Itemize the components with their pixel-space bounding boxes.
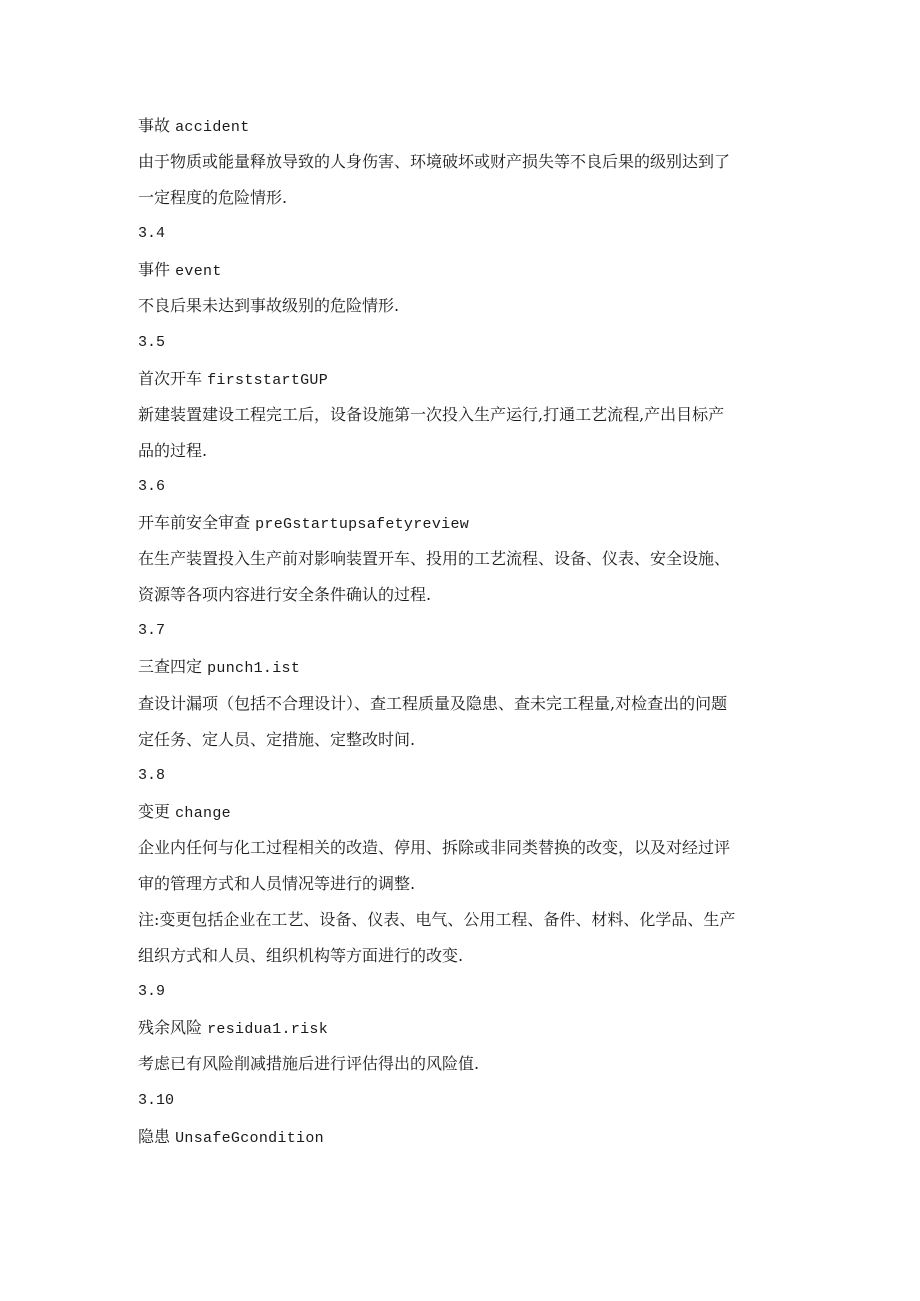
definition-line: 资源等各项内容进行安全条件确认的过程. (138, 585, 432, 605)
section-number: 3.8 (138, 766, 166, 784)
term-en: change (175, 804, 231, 822)
definition-line: 品的过程. (138, 440, 208, 460)
term-en: preGstartupsafetyreview (255, 516, 470, 534)
term-heading (138, 255, 788, 291)
note-line: 组织方式和人员、组织机构等方面进行的改变. (138, 946, 464, 966)
section-number: 3.4 (138, 225, 166, 243)
term-zh: 变更 (138, 801, 171, 821)
definition-line: 审的管理方式和人员情况等进行的调整. (138, 873, 416, 893)
definition-line: 定任务、定人员、定措施、定整改时间. (138, 729, 416, 749)
section-number: 3.5 (138, 333, 166, 351)
definition-line: 由于物质或能量释放导致的人身伤害、环境破坏或财产损失等不良后果的级别达到了 (138, 152, 731, 172)
term-heading (138, 1122, 788, 1158)
term-en: UnsafeGcondition (175, 1129, 324, 1147)
section-number: 3.6 (138, 477, 166, 495)
section-number: 3.10 (138, 1091, 175, 1109)
note-line: 注:变更包括企业在工艺、设备、仪表、电气、公用工程、备件、材料、化学品、生产 (138, 910, 736, 930)
section-number: 3.9 (138, 983, 166, 1001)
term-zh: 事件 (138, 260, 171, 280)
definition-line: 企业内任何与化工过程相关的改造、停用、拆除或非同类替换的改变，以及对经过评 (138, 837, 731, 857)
definition-line: 在生产装置投入生产前对影响装置开车、投用的工艺流程、设备、仪表、安全设施、 (138, 549, 731, 569)
term-heading (138, 1013, 788, 1049)
definition-line: 一定程度的危险情形. (138, 188, 288, 208)
term-heading (138, 652, 788, 688)
term-zh: 残余风险 (138, 1018, 203, 1038)
term-en: accident (175, 119, 250, 136)
term-zh: 隐患 (138, 1126, 171, 1146)
definition-line: 新建装置建设工程完工后，设备设施第一次投入生产运行,打通工艺流程,产出目标产 (138, 404, 725, 424)
term-zh: 事故 (138, 116, 171, 135)
definition-line: 查设计漏项（包括不合理设计）、查工程质量及隐患、查未完工程量,对检查出的问题 (138, 693, 728, 713)
term-en: punch1.ist (207, 660, 301, 678)
term-heading (138, 364, 788, 400)
term-zh: 首次开车 (138, 368, 203, 388)
term-zh: 三查四定 (138, 657, 203, 677)
term-heading (138, 508, 788, 544)
term-en: event (175, 263, 222, 281)
term-heading (138, 797, 788, 833)
term-zh: 开车前安全审查 (138, 513, 251, 533)
section-number: 3.7 (138, 622, 166, 640)
definition-line: 不良后果未达到事故级别的危险情形. (138, 296, 400, 316)
definition-line: 考虑已有风险削减措施后进行评估得出的风险值. (138, 1054, 480, 1074)
term-heading (138, 111, 788, 147)
term-en: residua1.risk (207, 1021, 329, 1039)
document-page (138, 111, 788, 1158)
term-en: firststartGUP (207, 371, 329, 389)
